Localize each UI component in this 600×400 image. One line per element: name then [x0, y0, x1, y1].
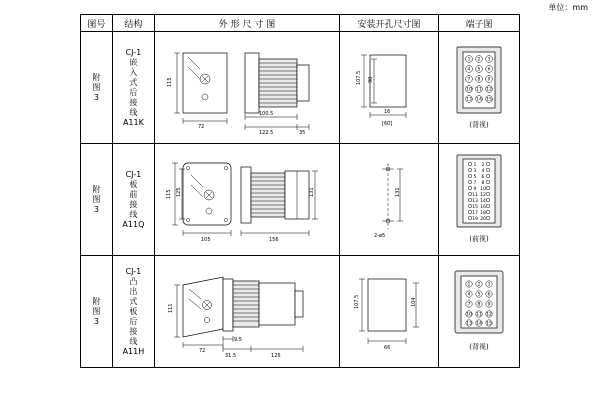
svg-text:13: 13: [466, 97, 472, 103]
structure-code: A11Q: [122, 219, 145, 229]
fig-char: 3: [93, 92, 99, 102]
svg-text:20: 20: [480, 216, 486, 222]
cell-fig-no-2: [81, 144, 113, 256]
fig-label-3: [81, 297, 112, 327]
cell-structure-2: [112, 144, 154, 256]
svg-text:72: 72: [197, 123, 205, 130]
svg-text:105: 105: [200, 236, 211, 243]
terminal-caption-3: (背视): [469, 342, 489, 351]
structure-line: CJ-1: [125, 266, 142, 276]
svg-text:156: 156: [268, 236, 279, 243]
svg-text:1: 1: [467, 282, 471, 288]
outline-drawing-2: [155, 145, 339, 255]
svg-text:11: 11: [472, 192, 478, 198]
cell-outline-3: [154, 256, 339, 368]
svg-text:12: 12: [486, 87, 492, 93]
structure-code: A11K: [122, 117, 144, 127]
unit-note: 单位：mm: [548, 3, 588, 12]
svg-text:2: 2: [477, 57, 481, 63]
fig-char: 图: [92, 82, 101, 92]
svg-text:115: 115: [165, 188, 172, 199]
svg-text:10: 10: [466, 87, 472, 93]
spec-table: [80, 14, 520, 368]
svg-text:16: 16: [480, 204, 486, 210]
svg-text:6: 6: [481, 174, 485, 180]
structure-line: 后: [129, 316, 138, 326]
structure-line: 凸: [129, 276, 138, 286]
cell-mounting-3: [339, 256, 438, 368]
cell-outline-1: [154, 32, 339, 144]
svg-text:6: 6: [487, 67, 491, 73]
header-structure: 结构: [112, 15, 154, 32]
table-header-row: [81, 15, 520, 32]
fig-char: 图: [92, 194, 101, 204]
svg-text:[60]: [60]: [381, 120, 393, 127]
svg-text:14: 14: [476, 97, 482, 103]
fig-char: 3: [93, 204, 99, 214]
fig-label-2: [81, 185, 112, 215]
structure-line: 嵌: [129, 57, 138, 67]
svg-text:8: 8: [481, 180, 485, 186]
structure-label-1: [113, 48, 154, 128]
terminal-drawing-2: [439, 145, 519, 255]
svg-text:7: 7: [467, 77, 471, 83]
mounting-drawing-3: [340, 257, 438, 367]
structure-line: 线: [129, 336, 138, 346]
svg-text:10: 10: [480, 186, 486, 192]
svg-text:9: 9: [487, 302, 491, 308]
svg-text:3: 3: [487, 57, 491, 63]
svg-text:90: 90: [367, 76, 374, 83]
svg-text:111: 111: [167, 302, 174, 313]
svg-text:15: 15: [486, 321, 492, 327]
svg-text:4: 4: [467, 292, 471, 298]
svg-text:100.5: 100.5: [258, 110, 274, 117]
svg-text:8: 8: [477, 302, 481, 308]
table-row: [81, 144, 520, 256]
svg-text:13: 13: [466, 321, 472, 327]
svg-text:10: 10: [466, 312, 472, 318]
svg-text:12: 12: [486, 312, 492, 318]
svg-text:107.5: 107.5: [353, 294, 360, 309]
svg-text:19: 19: [472, 216, 478, 222]
svg-text:8: 8: [477, 77, 481, 83]
svg-text:2: 2: [481, 162, 485, 168]
svg-text:12: 12: [480, 192, 486, 198]
svg-text:15: 15: [486, 97, 492, 103]
outline-drawing-1: [155, 33, 339, 143]
svg-text:5: 5: [473, 174, 477, 180]
svg-text:125: 125: [175, 186, 182, 197]
svg-text:4: 4: [481, 168, 485, 174]
structure-line: 接: [129, 326, 138, 336]
header-outline: 外 形 尺 寸 图: [154, 15, 339, 32]
fig-char: 附: [92, 296, 101, 306]
svg-text:3: 3: [473, 168, 477, 174]
cell-terminal-1: [438, 32, 519, 144]
terminal-caption-1: (背视): [469, 120, 489, 129]
svg-text:6: 6: [487, 292, 491, 298]
cell-mounting-1: [339, 32, 438, 144]
svg-text:107.5: 107.5: [355, 70, 362, 85]
svg-text:9.5: 9.5: [233, 336, 242, 343]
cell-terminal-3: [438, 256, 519, 368]
cell-terminal-2: [438, 144, 519, 256]
outline-drawing-3: [155, 257, 339, 367]
svg-text:5: 5: [477, 67, 481, 73]
structure-label-3: [113, 267, 154, 357]
header-fig-no: 图号: [81, 15, 113, 32]
structure-line: 式: [129, 77, 138, 87]
structure-line: 接: [129, 199, 138, 209]
terminal-drawing-1: [439, 33, 519, 143]
structure-line: 板: [129, 306, 138, 316]
svg-text:9: 9: [473, 186, 477, 192]
svg-text:126: 126: [270, 352, 281, 359]
structure-line: 板: [129, 179, 138, 189]
svg-text:35: 35: [298, 129, 306, 136]
svg-text:31.5: 31.5: [224, 352, 237, 359]
fig-label-1: [81, 73, 112, 103]
mounting-drawing-2: [340, 145, 438, 255]
svg-text:1: 1: [473, 162, 477, 168]
svg-text:7: 7: [467, 302, 471, 308]
svg-text:66: 66: [383, 344, 391, 351]
svg-text:2-ø5: 2-ø5: [373, 232, 386, 239]
terminal-caption-2: (前视): [469, 234, 489, 243]
header-terminal: 端子图: [438, 15, 519, 32]
structure-line: 线: [129, 107, 138, 117]
svg-text:104: 104: [410, 296, 417, 307]
svg-text:5: 5: [477, 292, 481, 298]
cell-mounting-2: [339, 144, 438, 256]
svg-text:15: 15: [472, 204, 478, 210]
fig-char: 附: [92, 184, 101, 194]
svg-text:122.5: 122.5: [258, 129, 274, 136]
fig-char: 图: [92, 306, 101, 316]
structure-line: 式: [129, 296, 138, 306]
fig-char: 3: [93, 316, 99, 326]
fig-char: 附: [92, 72, 101, 82]
svg-text:131: 131: [308, 186, 315, 197]
svg-text:16: 16: [383, 108, 391, 115]
svg-text:14: 14: [476, 321, 482, 327]
structure-line: 前: [129, 189, 138, 199]
structure-line: CJ-1: [125, 47, 142, 57]
structure-line: 线: [129, 209, 138, 219]
cell-structure-1: [112, 32, 154, 144]
structure-line: 后: [129, 87, 138, 97]
svg-text:13: 13: [472, 198, 478, 204]
svg-text:4: 4: [467, 67, 471, 73]
svg-text:9: 9: [487, 77, 491, 83]
cell-structure-3: [112, 256, 154, 368]
svg-text:72: 72: [198, 347, 206, 354]
dim-115: 115: [166, 76, 173, 87]
svg-text:17: 17: [472, 210, 478, 216]
cell-outline-2: [154, 144, 339, 256]
svg-text:14: 14: [480, 198, 486, 204]
svg-text:7: 7: [473, 180, 477, 186]
structure-line: CJ-1: [125, 169, 142, 179]
svg-text:131: 131: [394, 186, 401, 197]
svg-text:1: 1: [467, 57, 471, 63]
svg-text:3: 3: [487, 282, 491, 288]
cell-fig-no-3: [81, 256, 113, 368]
svg-text:11: 11: [476, 312, 482, 318]
structure-line: 入: [129, 67, 138, 77]
svg-text:11: 11: [476, 87, 482, 93]
cell-fig-no-1: [81, 32, 113, 144]
header-mounting: 安装开孔尺寸图: [339, 15, 438, 32]
terminal-drawing-3: [439, 257, 519, 367]
mounting-drawing-1: [340, 33, 438, 143]
svg-text:2: 2: [477, 282, 481, 288]
table-row: [81, 32, 520, 144]
structure-code: A11H: [122, 346, 145, 356]
structure-line: 出: [129, 286, 138, 296]
table-row: [81, 256, 520, 368]
structure-label-2: [113, 170, 154, 230]
structure-line: 接: [129, 97, 138, 107]
svg-text:18: 18: [480, 210, 486, 216]
